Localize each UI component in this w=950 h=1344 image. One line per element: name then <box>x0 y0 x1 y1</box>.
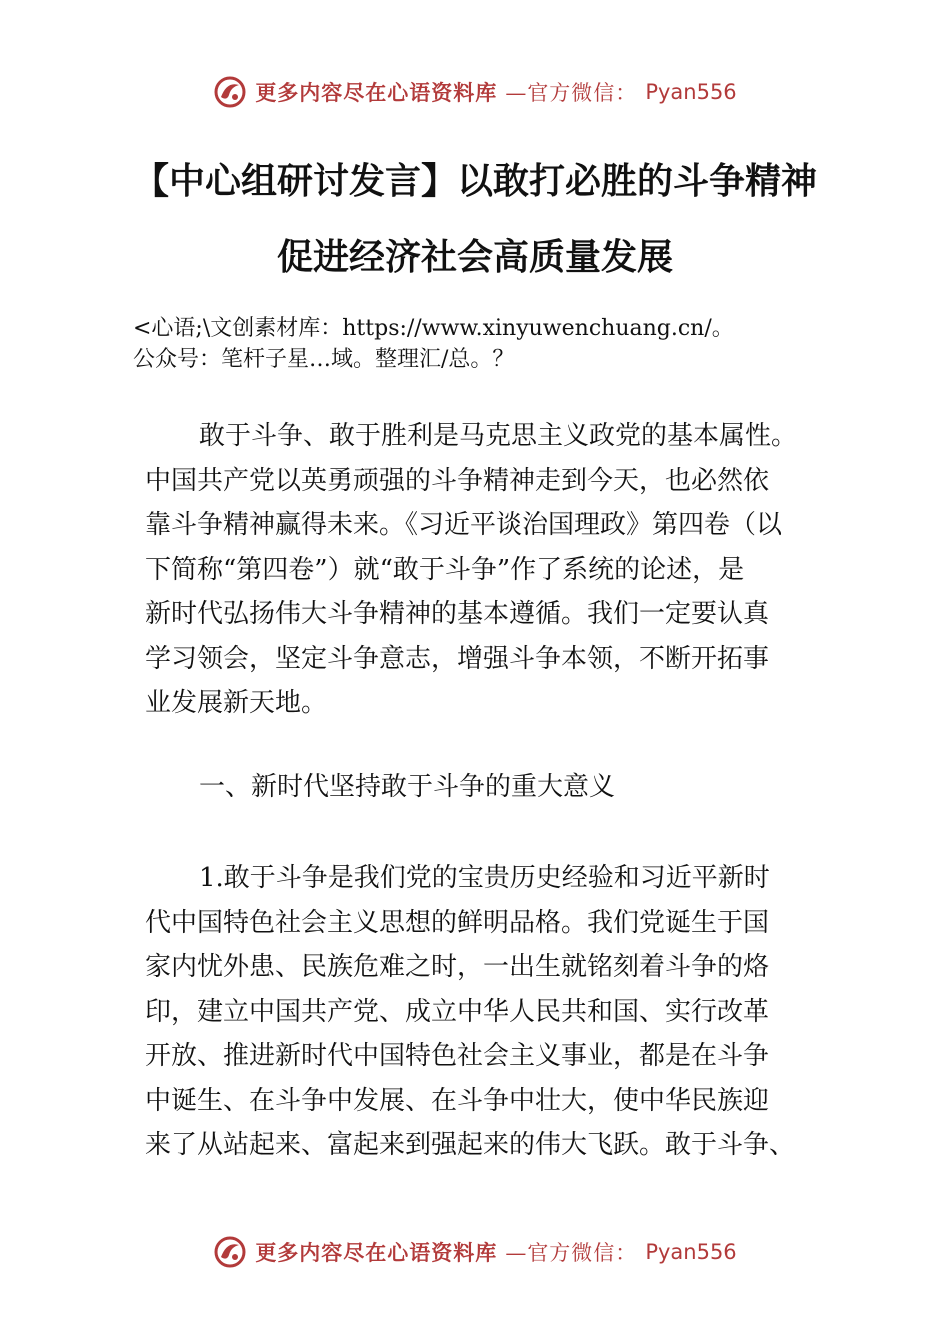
paragraph-line: 1.敢于斗争是我们党的宝贵历史经验和习近平新时 <box>199 863 770 893</box>
source-line-2: 公众号：笔杆子星…域。整理汇/总。？ <box>133 347 515 372</box>
paragraph-line: 来了从站起来、富起来到强起来的伟大飞跃。敢于斗争、 <box>145 1130 796 1160</box>
brand-logo-icon <box>213 75 247 109</box>
paragraph-line: 业发展新天地。 <box>145 688 328 718</box>
banner-wechat-id: Pyan556 <box>645 1240 737 1264</box>
paragraph-line: 印，建立中国共产党、成立中华人民共和国、实行改革 <box>145 996 770 1027</box>
header-banner <box>0 72 950 112</box>
source-note <box>133 313 823 375</box>
brand-logo-icon <box>213 1235 247 1269</box>
paragraph-line: 开放、推进新时代中国特色社会主义事业，都是在斗争 <box>145 1041 770 1071</box>
paragraph-line: 学习领会，坚定斗争意志，增强斗争本领，不断开拓事 <box>145 643 770 674</box>
paragraph-line: 家内忧外患、民族危难之时，一出生就铭刻着斗争的烙 <box>145 952 770 982</box>
paragraph-line: 新时代弘扬伟大斗争精神的基本遵循。我们一定要认真 <box>145 599 770 629</box>
paragraph-intro <box>145 414 811 726</box>
banner-main-text: 更多内容尽在心语资料库 <box>255 1240 498 1265</box>
banner-sub-text: —官方微信： <box>505 1241 638 1265</box>
paragraph-line: 下简称“第四卷”）就“敢于斗争”作了系统的论述，是 <box>145 554 745 585</box>
paragraph-line: 中诞生、在斗争中发展、在斗争中壮大，使中华民族迎 <box>145 1085 770 1116</box>
section-heading-1: 一、新时代坚持敢于斗争的重大意义 <box>199 772 616 802</box>
paragraph-line: 靠斗争精神赢得未来。《习近平谈治国理政》第四卷（以 <box>145 510 783 540</box>
banner-main-text: 更多内容尽在心语资料库 <box>255 80 498 105</box>
banner-wechat-id: Pyan556 <box>645 80 737 104</box>
paragraph-line: 敢于斗争、敢于胜利是马克思主义政党的基本属性。 <box>199 421 798 451</box>
banner-sub-text: —官方微信： <box>505 81 638 105</box>
footer-banner <box>0 1232 950 1272</box>
paragraph-line: 代中国特色社会主义思想的鲜明品格。我们党诞生于国 <box>145 907 770 938</box>
source-line-1: <心语;\文创素材库：https://www.xinyuwenchuang.cn/。 <box>133 316 734 341</box>
paragraph-section1-point1 <box>145 856 811 1168</box>
document-title-line1: 【中心组研讨发言】以敢打必胜的斗争精神 <box>132 161 817 202</box>
paragraph-line: 中国共产党以英勇顽强的斗争精神走到今天，也必然依 <box>145 465 770 496</box>
document-title-line2: 促进经济社会高质量发展 <box>276 237 673 278</box>
